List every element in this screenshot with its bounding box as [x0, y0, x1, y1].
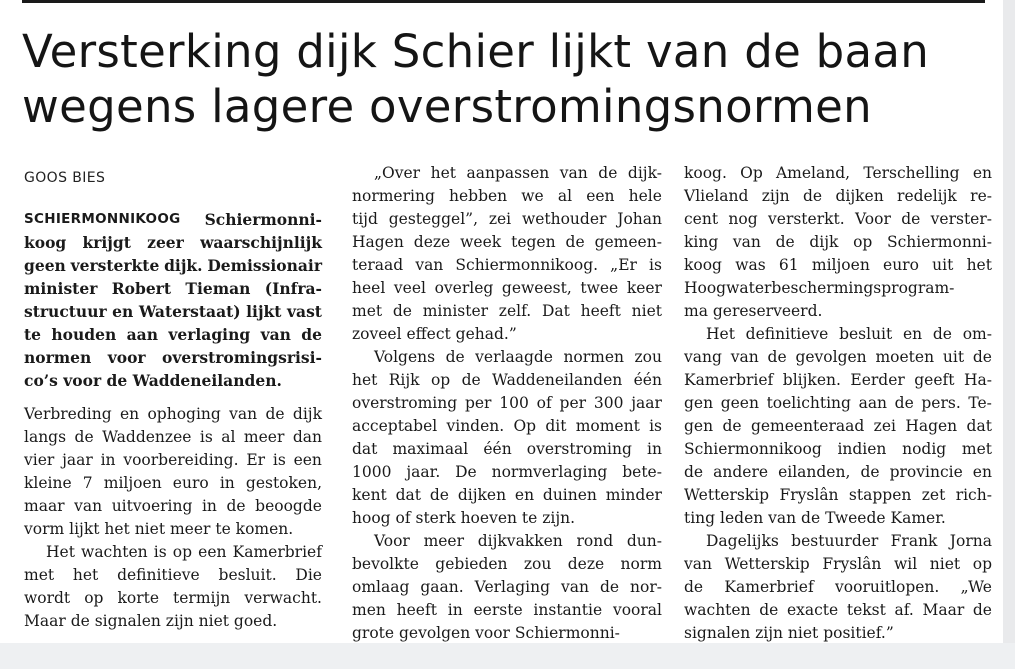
- text-line: heel veel overleg geweest, twee keer: [352, 279, 662, 297]
- text-line: 1000 jaar. De normverlaging bete-: [352, 463, 662, 481]
- paragraph: [352, 530, 662, 645]
- text-line: zoveel effect gehad.”: [352, 325, 517, 343]
- text-line: Wetterskip Fryslân stappen zet rich-: [684, 486, 992, 504]
- text-line: geen versterkte dijk. Demissionair: [24, 256, 322, 275]
- headline-line: Versterking dijk Schier lijkt van de baan: [22, 25, 930, 78]
- article-column-1: [24, 208, 322, 633]
- text-line: met de minister zelf. Dat heeft niet: [352, 302, 662, 320]
- text-line: SCHIERMONNIKOOG Schiermonni-: [24, 210, 322, 229]
- text-line: co’s voor de Waddeneilanden.: [24, 371, 282, 390]
- text-line: langs de Waddenzee is al meer dan: [24, 428, 322, 446]
- text-line: de andere eilanden, de provincie en: [684, 463, 992, 481]
- text-line: wordt op korte termijn verwacht.: [24, 589, 322, 607]
- text-line: met het definitieve besluit. Die: [24, 566, 322, 584]
- top-rule: [22, 0, 985, 3]
- text-line: hoog of sterk hoeven te zijn.: [352, 509, 576, 527]
- headline-line: wegens lagere overstromingsnormen: [22, 80, 872, 133]
- text-line: teraad van Schiermonnikoog. „Er is: [352, 256, 662, 274]
- dateline: SCHIERMONNIKOOG: [24, 211, 181, 227]
- text-line: koog was 61 miljoen euro uit het: [684, 256, 992, 274]
- text-line: gen de gemeenteraad zei Hagen dat: [684, 417, 992, 435]
- text-line: kent dat de dijken en duinen minder: [352, 486, 662, 504]
- paragraph: [684, 530, 992, 645]
- text-line: Schiermonnikoog indien nodig met: [684, 440, 992, 458]
- paragraph: [684, 323, 992, 530]
- text-line: Dagelijks bestuurder Frank Jorna: [706, 532, 992, 550]
- text-line: Verbreding en ophoging van de dijk: [24, 405, 322, 423]
- text-line: Kamerbrief blijken. Eerder geeft Ha-: [684, 371, 992, 389]
- text-line: maar van uitvoering in de beoogde: [24, 497, 322, 515]
- text-line: koog. Op Ameland, Terschelling en: [684, 164, 992, 182]
- article-column-3: [684, 162, 992, 645]
- text-line: men heeft in eerste instantie vooral: [352, 601, 662, 619]
- text-line: vorm lijkt het niet meer te komen.: [24, 520, 294, 538]
- article-headline: [22, 24, 997, 134]
- bottom-band: [0, 643, 1015, 669]
- text-line: grote gevolgen voor Schiermonni-: [352, 624, 620, 642]
- text-line: Maar de signalen zijn niet goed.: [24, 612, 278, 630]
- text-line: bevolkte gebieden zou deze norm: [352, 555, 662, 573]
- text-line: gen geen toelichting aan de pers. Te-: [684, 394, 992, 412]
- text-line: Volgens de verlaagde normen zou: [374, 348, 662, 366]
- paragraph: [352, 346, 662, 530]
- text-line: kleine 7 miljoen euro in gestoken,: [24, 474, 322, 492]
- text-line: Het definitieve besluit en de om-: [706, 325, 992, 343]
- text-line: omlaag gaan. Verlaging van de nor-: [352, 578, 662, 596]
- text-line: king van de dijk op Schiermonni-: [684, 233, 992, 251]
- text-line: normen voor overstromingsrisi-: [24, 348, 322, 367]
- paragraph: [24, 403, 322, 541]
- text-line: minister Robert Tieman (Infra-: [24, 279, 322, 298]
- text-line: dat maximaal één overstroming in: [352, 440, 662, 458]
- text-line: ting leden van de Tweede Kamer.: [684, 509, 946, 527]
- page-edge: [1003, 0, 1015, 669]
- text-line: wachten de exacte tekst af. Maar de: [684, 601, 992, 619]
- byline: GOOS BIES: [24, 170, 106, 186]
- paragraph: [352, 162, 662, 346]
- text-line: ma gereserveerd.: [684, 302, 823, 320]
- text-line: cent nog versterkt. Voor de verster-: [684, 210, 992, 228]
- article-column-2: [352, 162, 662, 645]
- text-line: signalen zijn niet positief.”: [684, 624, 894, 642]
- text-line: het Rijk op de Waddeneilanden één: [352, 371, 662, 389]
- text-line: de Kamerbrief vooruitlopen. „We: [684, 578, 992, 596]
- text-line: „Over het aanpassen van de dijk-: [374, 164, 662, 182]
- text-line: vier jaar in voorbereiding. Er is een: [24, 451, 322, 469]
- text-line: structuur en Waterstaat) lijkt vast: [24, 302, 322, 321]
- text-line: Hagen deze week tegen de gemeen-: [352, 233, 662, 251]
- text-line: Hoogwaterbeschermingsprogram-: [684, 279, 955, 297]
- text-line: acceptabel vinden. Op dit moment is: [352, 417, 662, 435]
- paragraph: [24, 541, 322, 633]
- paragraph: [684, 162, 992, 323]
- text-line: koog krijgt zeer waarschijnlijk: [24, 233, 322, 252]
- text-line: te houden aan verlaging van de: [24, 325, 322, 344]
- text-line: Vlieland zijn de dijken redelijk re-: [684, 187, 992, 205]
- text-line: tijd gesteggel”, zei wethouder Johan: [352, 210, 662, 228]
- text-line: overstroming per 100 of per 300 jaar: [352, 394, 662, 412]
- text-line: Het wachten is op een Kamerbrief: [46, 543, 322, 561]
- text-line: normering hebben we al een hele: [352, 187, 662, 205]
- lead-paragraph: [24, 208, 322, 392]
- text-line: vang van de gevolgen moeten uit de: [684, 348, 992, 366]
- text-line: Voor meer dijkvakken rond dun-: [374, 532, 662, 550]
- text-line: van Wetterskip Fryslân wil niet op: [684, 555, 992, 573]
